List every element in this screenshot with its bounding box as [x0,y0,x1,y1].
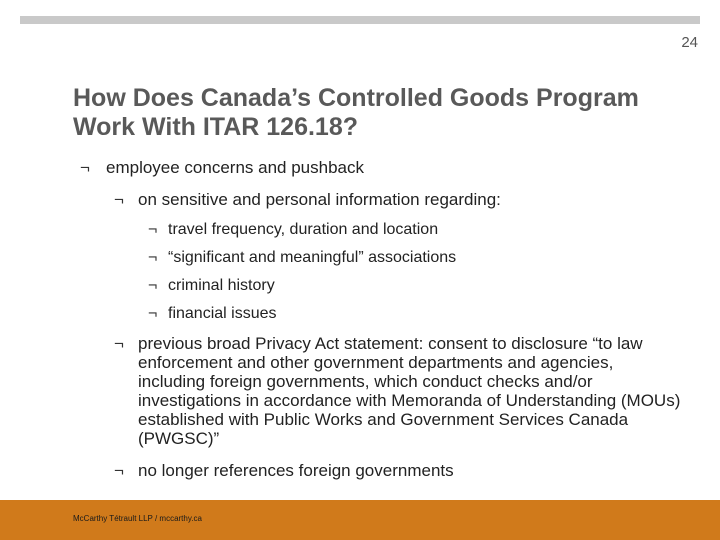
page-number: 24 [681,34,698,51]
footer-bar [0,500,720,540]
bullet-travel [148,220,438,239]
bullet-marker: ¬ [148,221,158,238]
bullet-marker: ¬ [148,305,158,322]
slide-title: How Does Canada’s Controlled Goods Program Work With ITAR 126.18? [73,84,639,141]
bullet-text: criminal history [168,277,275,294]
bullet-text: travel frequency, duration and location [168,221,439,238]
bullet-marker: ¬ [148,249,158,266]
bullet-criminal-history [148,276,275,295]
bullet-text: “significant and meaningful” associations [168,249,457,266]
bullet-sensitive-info [114,190,684,209]
top-rule [20,16,700,24]
bullet-financial [148,304,277,323]
bullet-privacy-act [114,334,684,448]
bullet-no-longer [114,461,684,480]
bullet-marker: ¬ [114,190,124,209]
footer-text: McCarthy Tétrault LLP / mccarthy.ca [73,514,202,523]
bullet-marker: ¬ [148,277,158,294]
bullet-text: on sensitive and personal information regarding: [138,190,501,209]
bullet-text: previous broad Privacy Act statement: consent to disclosure “to law enforcement and other government departments and agencies, including foreign governments, which conduct checks and/or investigations in accordance with Memoranda of Understanding (MOUs) established with Public Works and Government Services Canada (PWGSC)” [138,334,681,448]
bullet-text: financial issues [168,305,277,322]
bullet-text: employee concerns and pushback [106,158,364,177]
bullet-employee-concerns [80,158,364,178]
bullet-marker: ¬ [114,334,124,353]
bullet-marker: ¬ [114,461,124,480]
bullet-associations [148,248,456,267]
bullet-text: no longer references foreign governments [138,461,454,480]
bullet-marker: ¬ [80,158,90,177]
